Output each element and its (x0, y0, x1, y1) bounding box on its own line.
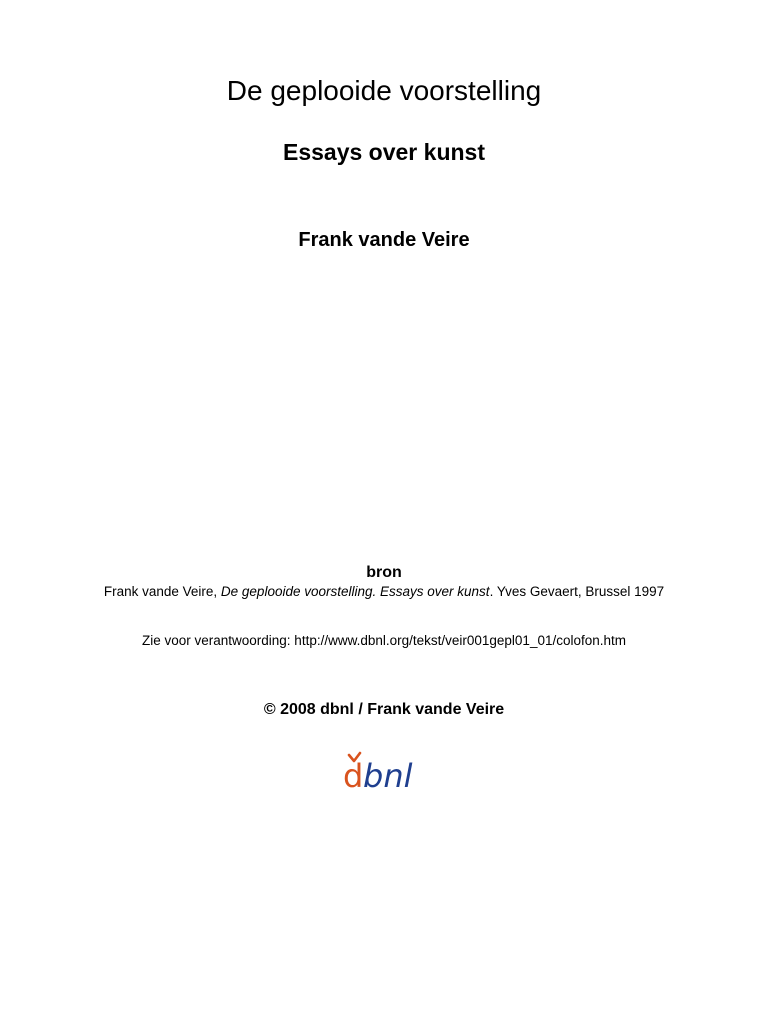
source-publisher: . Yves Gevaert, Brussel 1997 (489, 584, 665, 599)
source-citation (0, 583, 768, 600)
document-subtitle: Essays over kunst (282, 139, 485, 165)
source-author: Frank vande Veire, (103, 584, 221, 599)
copyright-notice: © 2008 dbnl / Frank vande Veire (263, 701, 505, 718)
document-title: De geplooide voorstelling (226, 75, 542, 106)
svg-text:d: d (343, 757, 364, 792)
responsibility-note: Zie voor verantwoording: http://www.dbnl.org/tekst/veir001gepl01_01/colofon.htm (141, 633, 627, 648)
source-work-title: De geplooide voorstelling. Essays over kunst (220, 584, 490, 599)
dbnl-logo (342, 750, 426, 792)
source-heading: bron (366, 564, 402, 581)
svg-text:bnl: bnl (363, 757, 413, 792)
document-author: Frank vande Veire (298, 229, 470, 251)
